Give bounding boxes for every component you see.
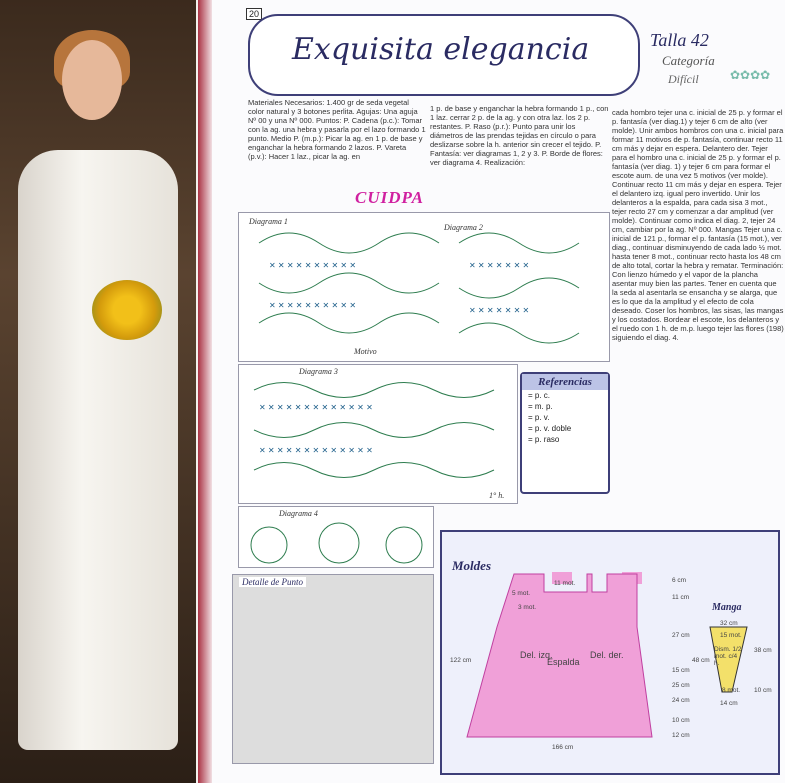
references-legend [520,372,610,494]
manga-measure: 8 mot. [722,687,741,694]
bouquet [92,280,162,340]
stitch-detail-label: Detalle de Punto [239,577,306,587]
manga-title: Manga [712,602,742,613]
motivo-label: Motivo [354,347,377,356]
measure-label: 11 cm [672,594,690,601]
measure-label: 166 cm [552,744,574,751]
dress-shape [18,150,178,750]
first-row-label: 1° h. [489,491,505,500]
instructions-col-3: cada hombro tejer una c. inicial de 25 p. y formar el p. fantasía (ver diag.1) y tejer 6 cm de alto (ver molde). Unir ambos hombros con una c. inicial para formar 11 motivos de p. fantasía, continuar recto 11 cm más y dejar en espera. Delantero der. Tejer para el hombro una c. inicial de 25 p. y formar el p. fantasía (ver diag. 1) y tejer 6 cm para formar el escote aum. de una vez 5 motivos (ver molde). Continuar recto 11 cm más y dejar en espera. Tejer el delantero izq. igual pero invertido. Unir los delanteros a la espalda, para cada sisa 3 mot., tejer recto 27 cm y comenzar a dar amplitud (ver molde). Continuar como indica el diag. 2, tejer 24 cm, cambiar por la ag. Nº 000. Mangas Tejer una c. inicial de 121 p., formar el p. fantasía (15 mot.), ver diag., continuar disminuyendo de cada lado ½ mot. hasta tener 8 mot., continuar recto hasta los 48 cm de alto total, cortar la hebra y rematar. Terminación: Con lienzo húmedo y el vapor de la plancha asentar muy bien las partes. Tener en cuenta que la seda al asentarla se ensancha y se alarga, que es lo que da la amplitud y el efecto de cola deseado. Coser los hombros, las sisas, las mangas y los costados. Bordear el escote, los delanteros y el ruedo con 1 h. de m.p. luego tejer las flores (198) siguiendo el diag. 4. [612,108,784,342]
manga-measure: 32 cm [720,620,738,627]
patterns-panel [440,530,780,775]
watermark: CUIDPA [355,188,424,207]
svg-text:✕ ✕ ✕ ✕ ✕ ✕ ✕ ✕ ✕ ✕: ✕ ✕ ✕ ✕ ✕ ✕ ✕ ✕ ✕ ✕ [269,261,357,270]
ref-item: = p. v. [528,413,550,422]
measure-label: 24 cm [672,697,690,704]
diagram-4-label: Diagrama 4 [279,509,318,518]
measure-label: 15 cm [672,667,690,674]
references-title: Referencias [522,374,608,390]
measure-label: 27 cm [672,632,690,639]
diagram-panel-3 [238,364,518,504]
measure-label: 25 cm [672,682,690,689]
manga-measure: 14 cm [720,700,738,707]
diagram-2-label: Diagrama 2 [444,223,483,232]
crochet-chart-3 [239,365,519,505]
measure-label: 11 mot. [554,580,576,587]
diagram-panel-4 [238,506,434,568]
measure-label: 3 mot. [518,604,537,611]
patterns-title: Moldes [452,558,491,573]
svg-text:✕ ✕ ✕ ✕ ✕ ✕ ✕ ✕ ✕ ✕ ✕ ✕ ✕: ✕ ✕ ✕ ✕ ✕ ✕ ✕ ✕ ✕ ✕ ✕ ✕ ✕ [259,403,373,412]
svg-text:✕ ✕ ✕ ✕ ✕ ✕ ✕: ✕ ✕ ✕ ✕ ✕ ✕ ✕ [469,261,530,270]
svg-text:✕ ✕ ✕ ✕ ✕ ✕ ✕ ✕ ✕ ✕: ✕ ✕ ✕ ✕ ✕ ✕ ✕ ✕ ✕ ✕ [269,301,357,310]
head-shape [62,40,122,120]
crochet-chart-1-2 [239,213,611,363]
manga-measure: 48 cm [692,657,710,664]
page-title: Exquisita elegancia [292,32,590,67]
category-label: Categoría [662,53,715,68]
page-number: 20 [246,8,262,20]
size-label: Talla 42 [650,30,709,50]
measure-label: 6 cm [672,577,687,584]
ref-item: = p. v. doble [528,424,572,433]
manga-measure: Dism. 1/2 mot. c/4 h. [714,646,742,667]
diagram-1-label: Diagrama 1 [249,217,288,226]
instructions-col-1: Materiales Necesarios: 1.400 gr de seda vegetal color natural y 3 botones perlita. Agujas: Una aguja Nº 00 y una Nº 000. Puntos: P. Cadena (p.c.): Tomar con la ag. una hebra y pasarla por el lazo formando 1 punto. Medio P. (m.p.): Picar la ag. en 1 p. de base y enganchar la hebra formando 2 lazos. P. Vareta (p.v.): Hacer 1 laz., picar la ag. en [248,98,426,161]
flower-chart-4 [239,507,435,569]
diagram-panel-top [238,212,610,362]
flower-rating-icon: ✿✿✿✿ [730,68,771,82]
piece-label: Del. der. [590,650,624,660]
manga-measure: 15 mot. [720,632,742,639]
measure-label: 5 mot. [512,590,531,597]
page-spine [198,0,212,783]
ref-item: = m. p. [528,402,553,411]
stitch-detail-photo [232,574,434,764]
diagram-3-label: Diagrama 3 [299,367,338,376]
difficulty-value: Difícil [668,72,699,86]
ref-item: = p. raso [528,435,560,444]
bride-photo [0,0,196,783]
measure-label: 10 cm [672,717,690,724]
piece-label: Espalda [547,657,580,667]
ref-item: = p. c. [528,391,551,400]
instructions-col-2: 1 p. de base y enganchar la hebra formando 1 p., con 1 laz. cerrar 2 p. de la ag. y con otra laz. los 2 p. restantes. P. Raso (p.r.): Punto para unir los diámetros de las prendas tejidas en círculo o para deslizarse sobre la h. anterior sin crecer el tejido. P. Fantasía: ver diagramas 1, 2 y 3. P. Borde de flores: ver diagrama 4. Realización: [430,104,609,167]
manga-measure: 10 cm [754,687,772,694]
measure-label: 12 cm [672,732,690,739]
svg-text:✕ ✕ ✕ ✕ ✕ ✕ ✕: ✕ ✕ ✕ ✕ ✕ ✕ ✕ [469,306,530,315]
piece-label: Del. izq. [520,650,553,660]
measure-label: 122 cm [450,657,472,664]
manga-measure: 38 cm [754,647,772,654]
svg-text:✕ ✕ ✕ ✕ ✕ ✕ ✕ ✕ ✕ ✕ ✕ ✕ ✕: ✕ ✕ ✕ ✕ ✕ ✕ ✕ ✕ ✕ ✕ ✕ ✕ ✕ [259,446,373,455]
